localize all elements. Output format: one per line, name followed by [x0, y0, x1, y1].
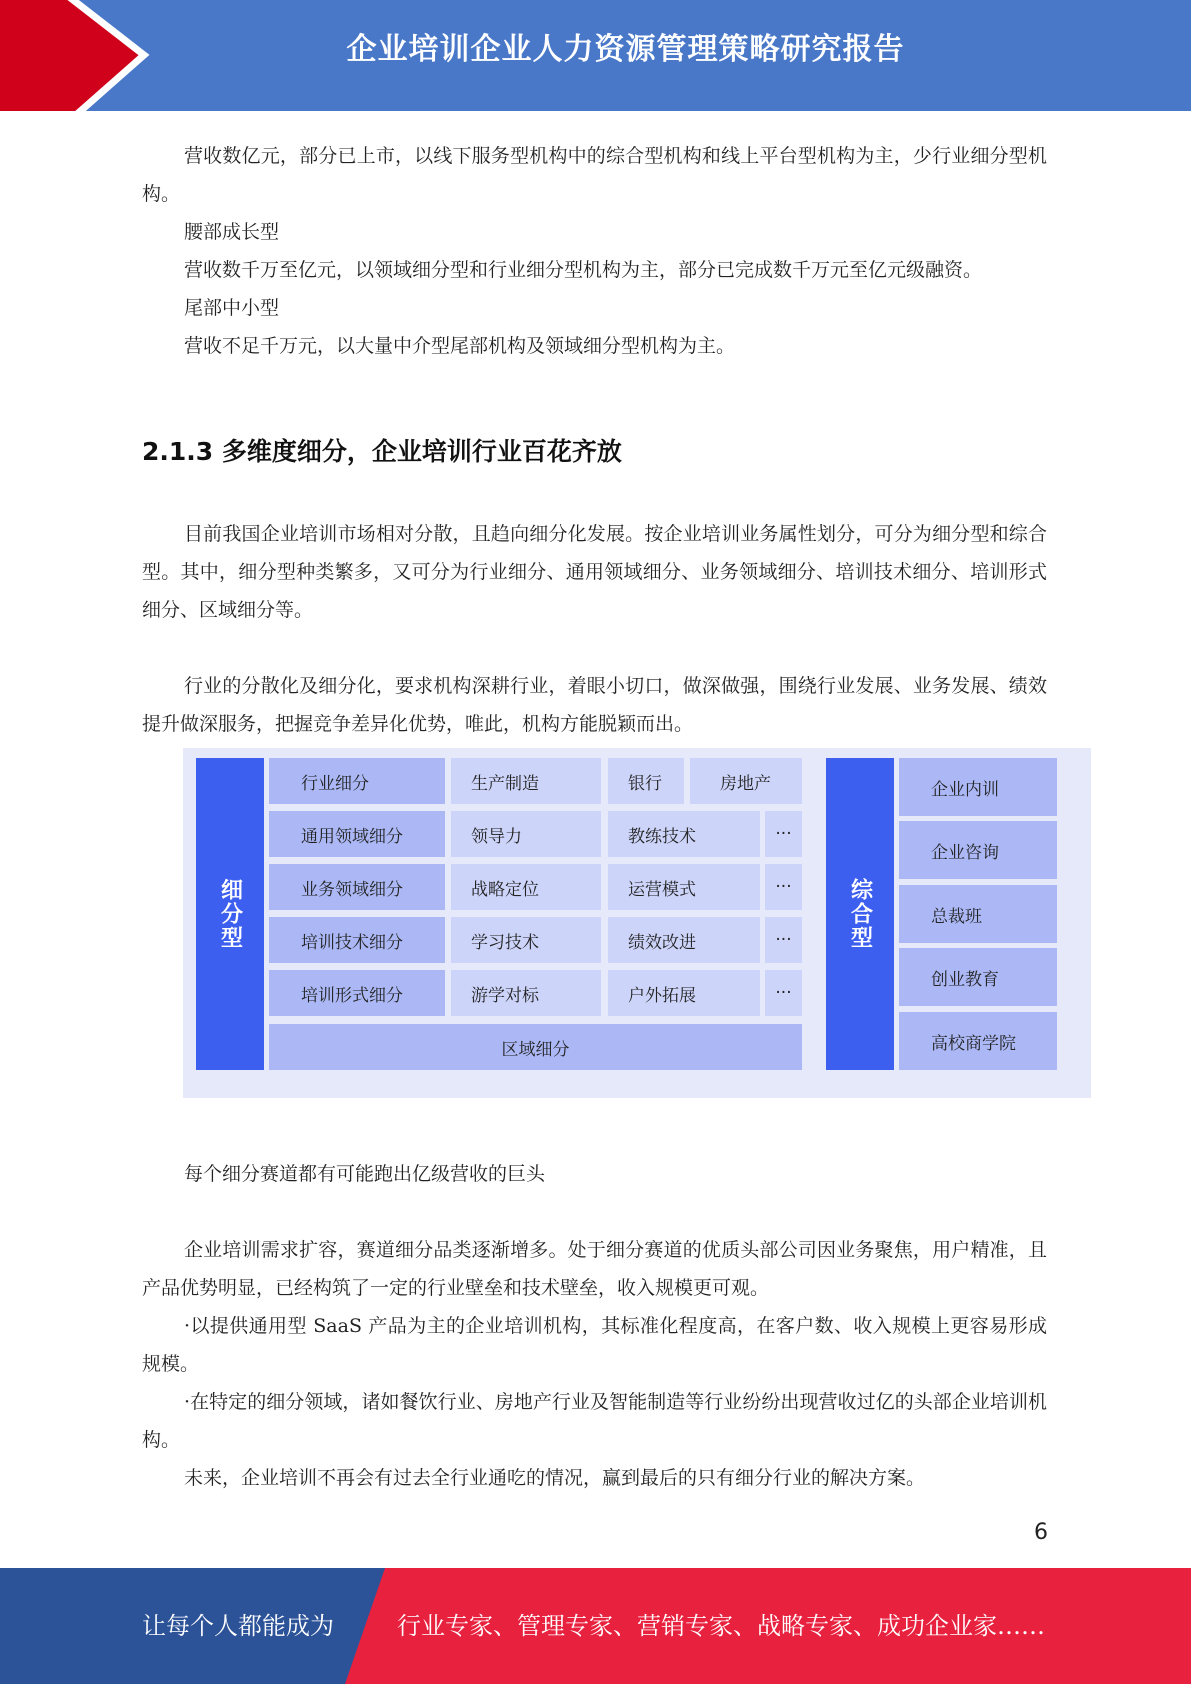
category-cell: 行业细分	[269, 758, 445, 804]
segment-type-label: 细分型	[196, 758, 264, 1070]
item-cell: 学习技术	[451, 917, 601, 963]
ellipsis-cell: ···	[765, 917, 802, 963]
paragraph: 腰部成长型	[184, 221, 280, 243]
paragraph: 未来，企业培训不再会有过去全行业通吃的情况，赢到最后的只有细分行业的解决方案。	[184, 1467, 926, 1489]
paragraph: 企业培训需求扩容，赛道细分品类逐渐增多。处于细分赛道的优质头部公司因业务聚焦，用户精准，且产品优势明显，已经构筑了一定的行业壁垒和技术壁垒，收入规模更可观。	[142, 1239, 1047, 1299]
item-cell: 战略定位	[451, 864, 601, 910]
comprehensive-item: 高校商学院	[899, 1012, 1057, 1070]
paragraph: 目前我国企业培训市场相对分散，且趋向细分化发展。按企业培训业务属性划分，可分为细分型和综合型。其中，细分型种类繁多，又可分为行业细分、通用领域细分、业务领域细分、培训技术细分、培训形式细分、区域细分等。	[142, 523, 1047, 621]
paragraph: 每个细分赛道都有可能跑出亿级营收的巨头	[184, 1163, 546, 1185]
item-cell: 游学对标	[451, 970, 601, 1016]
item-cell: 运营模式	[608, 864, 760, 910]
bullet-paragraph: ·以提供通用型 SaaS 产品为主的企业培训机构，其标准化程度高，在客户数、收入规模上更容易形成规模。	[142, 1315, 1047, 1375]
comprehensive-item: 企业咨询	[899, 821, 1057, 879]
item-cell: 生产制造	[451, 758, 601, 804]
item-cell: 房地产	[690, 758, 802, 804]
ellipsis-cell: ···	[765, 970, 802, 1016]
item-cell: 户外拓展	[608, 970, 760, 1016]
item-cell: 领导力	[451, 811, 601, 857]
comprehensive-item: 创业教育	[899, 948, 1057, 1006]
paragraph: 营收不足千万元，以大量中介型尾部机构及领域细分型机构为主。	[184, 335, 736, 357]
item-cell: 绩效改进	[608, 917, 760, 963]
footer-slogan-left: 让每个人都能成为	[142, 1612, 334, 1640]
header-arrow-decoration	[0, 0, 150, 111]
paragraph: 营收数亿元，部分已上市，以线下服务型机构中的综合型机构和线上平台型机构为主，少行业细分型机构。	[142, 145, 1047, 205]
report-title: 企业培训企业人力资源管理策略研究报告	[346, 32, 905, 67]
category-cell: 培训形式细分	[269, 970, 445, 1016]
footer-slogan-right: 行业专家、管理专家、营销专家、战略专家、成功企业家……	[397, 1612, 1045, 1640]
paragraph: 行业的分散化及细分化，要求机构深耕行业，着眼小切口，做深做强，围绕行业发展、业务发展、绩效提升做深服务，把握竞争差异化优势，唯此，机构方能脱颖而出。	[142, 675, 1047, 735]
item-cell: 教练技术	[608, 811, 760, 857]
comprehensive-type-label: 综合型	[826, 758, 894, 1070]
ellipsis-cell: ···	[765, 864, 802, 910]
comprehensive-item: 总裁班	[899, 885, 1057, 943]
ellipsis-cell: ···	[765, 811, 802, 857]
category-cell: 业务领域细分	[269, 864, 445, 910]
body-text-mid-1	[142, 515, 1047, 629]
body-text-bottom-1	[142, 1155, 1047, 1193]
comprehensive-item: 企业内训	[899, 758, 1057, 816]
page-header	[0, 0, 1191, 111]
item-cell: 银行	[608, 758, 684, 804]
paragraph: 营收数千万至亿元，以领域细分型和行业细分型机构为主，部分已完成数千万元至亿元级融资。	[184, 259, 983, 281]
bullet-paragraph: ·在特定的细分领域，诸如餐饮行业、房地产行业及智能制造等行业纷纷出现营收过亿的头部企业培训机构。	[142, 1391, 1047, 1451]
body-text-bottom-2	[142, 1231, 1047, 1497]
body-text-mid-2	[142, 667, 1047, 743]
category-cell: 通用领域细分	[269, 811, 445, 857]
regional-segment-cell: 区域细分	[269, 1024, 802, 1070]
paragraph: 尾部中小型	[184, 297, 280, 319]
page-number: 6	[1034, 1520, 1048, 1545]
category-cell: 培训技术细分	[269, 917, 445, 963]
page-footer	[0, 1568, 1191, 1684]
section-heading: 2.1.3 多维度细分，企业培训行业百花齐放	[142, 437, 622, 466]
body-text-top	[142, 137, 1047, 365]
segmentation-diagram	[183, 748, 1091, 1098]
